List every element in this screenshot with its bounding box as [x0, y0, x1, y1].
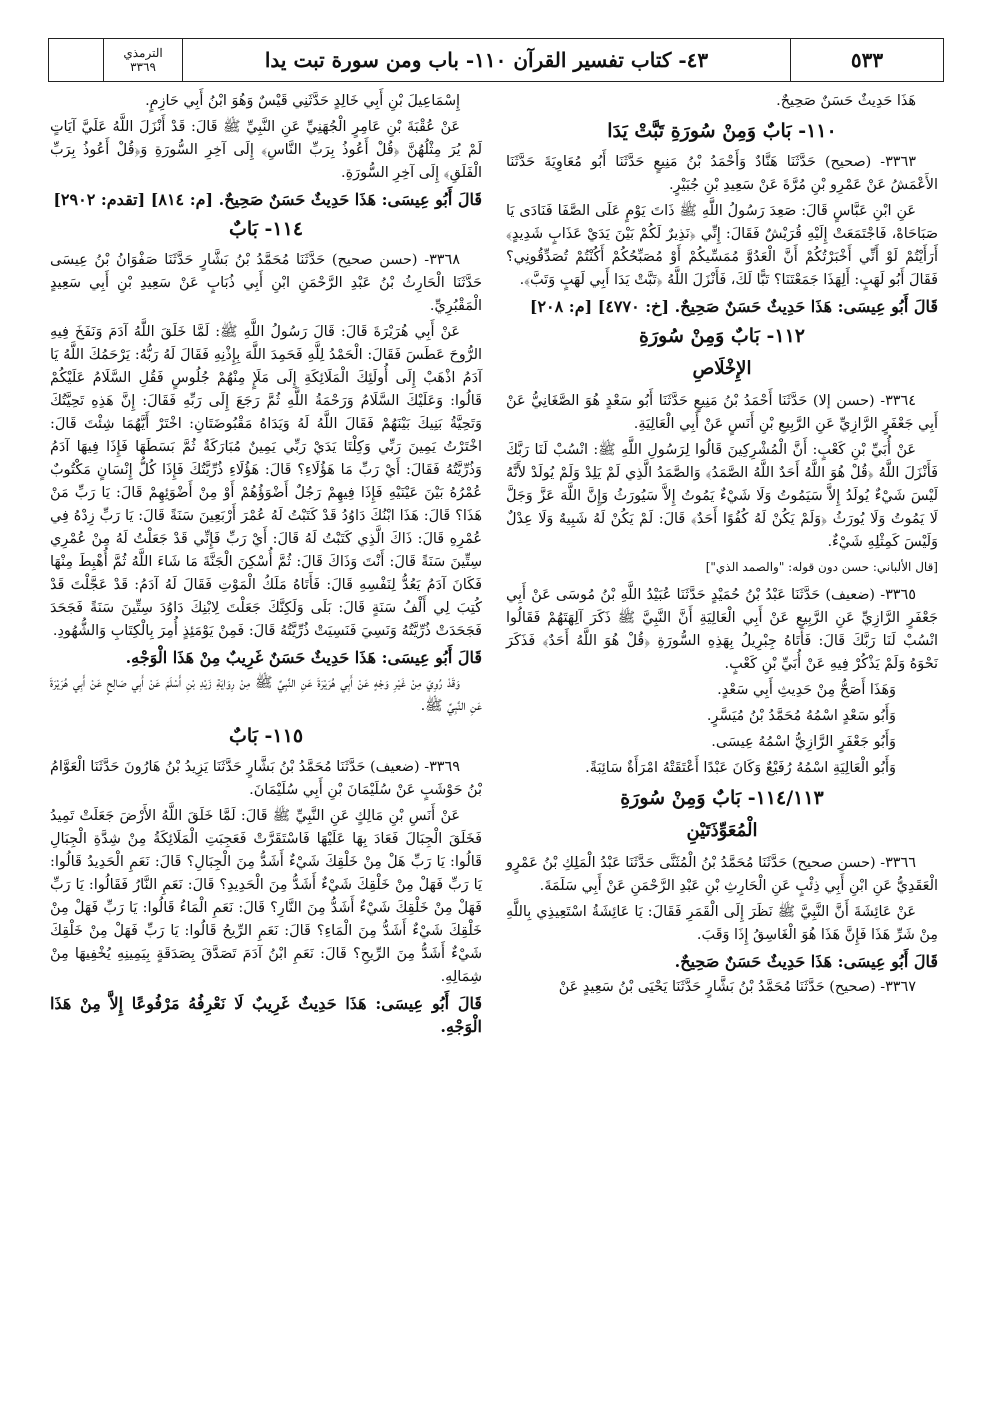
surah-name: الْمُعَوِّذَتَيْنِ	[686, 820, 758, 841]
grading-statement: قَالَ أَبُو عِيسَى: هَذَا حَدِيثٌ حَسَنٌ صَحِيحٌ.	[674, 952, 938, 971]
right-column	[506, 90, 938, 1002]
section-heading: ١١٤- بَابٌ	[228, 218, 304, 240]
hadith-paragraph: ٣٣٦٩- (ضعيف) حَدَّثَنَا مُحَمَّدُ بْنُ بَشَّارٍ حَدَّثَنَا يَزِيدُ بْنُ هَارُونَ حَدَّثَنَا الْعَوَّامُ بْنُ حَوْشَبٍ عَنْ سُلَيْمَانَ بْنِ أَبِي سُلَيْمَانَ.	[50, 759, 482, 798]
narrator-note: وَأَبُو الْعَالِيَةِ اسْمُهُ رُفَيْعٌ وَكَانَ عَبْدًا أَعْتَقَتْهُ امْرَأَةٌ سَائِبَةً.	[585, 760, 896, 776]
hadith-paragraph: ٣٣٦٧- (صحيح) حَدَّثَنَا مُحَمَّدُ بْنُ بَشَّارٍ حَدَّثَنَا يَحْيَى بْنُ سَعِيدٍ عَنْ	[558, 979, 916, 995]
surah-name: الإِخْلَاصِ	[692, 358, 752, 379]
page-number: ٥٣٣	[790, 39, 943, 81]
hadith-paragraph: إِسْمَاعِيلَ بْنِ أَبِي خَالِدٍ حَدَّثَنِي قَيْسٌ وَهُوَ ابْنُ أَبِي حَازِمٍ.	[145, 93, 460, 109]
running-header	[48, 38, 944, 82]
hadith-paragraph: عَنْ أَنَسِ بْنِ مَالِكٍ عَنِ النَّبِيِّ ﷺ قَالَ: لَمَّا خَلَقَ اللَّهُ الأَرْضَ جَعَلَتْ تَمِيدُ فَخَلَقَ الْجِبَالَ فَعَادَ بِهَا عَلَيْهَا فَاسْتَقَرَّتْ فَعَجِبَتِ الْمَلَائِكَةُ مِنْ شِدَّةِ الْجِبَالِ قَالُوا: يَا رَبِّ هَلْ مِنْ خَلْقِكَ شَيْءٌ أَشَدُّ مِنَ الْجِبَالِ؟ قَالَ: نَعَمِ الْحَدِيدُ قَالُوا: يَا رَبِّ فَهَلْ مِنْ خَلْقِكَ شَيْءٌ أَشَدُّ مِنَ الْحَدِيدِ؟ قَالَ: نَعَمِ النَّارُ فَقَالُوا: يَا رَبِّ فَهَلْ مِنْ خَلْقِكَ شَيْءٌ أَشَدُّ مِنَ النَّارِ؟ قَالَ: نَعَمِ الْمَاءُ قَالُوا: يَا رَبِّ فَهَلْ مِنْ خَلْقِكَ شَيْءٌ أَشَدُّ مِنَ الْمَاءِ؟ قَالَ: نَعَمِ الرِّيحُ قَالُوا: يَا رَبِّ فَهَلْ مِنْ خَلْقِكَ شَيْءٌ أَشَدُّ مِنَ الرِّيحِ؟ قَالَ: نَعَمِ ابْنُ آدَمَ تَصَدَّقَ بِصَدَقَةٍ بِيَمِينِهِ يُخْفِيهَا مِنْ شِمَالِهِ.	[50, 808, 482, 985]
hadith-paragraph: ٣٣٦٤- (حسن إلا) حَدَّثَنَا أَحْمَدُ بْنُ مَنِيعٍ حَدَّثَنَا أَبُو سَعْدٍ هُوَ الصَّغَانِيُّ عَنْ أَبِي جَعْفَرٍ الرَّازِيِّ عَنِ الرَّبِيعِ بْنِ أَنَسٍ عَنْ أَبِي الْعَالِيَةِ.	[506, 393, 938, 432]
narrator-note: وَهَذَا أَصَحُّ مِنْ حَدِيثِ أَبِي سَعْدٍ.	[717, 682, 896, 698]
hadith-paragraph: عَنْ أُبَيِّ بْنِ كَعْبٍ: أَنَّ الْمُشْرِكِينَ قَالُوا لِرَسُولِ اللَّهِ ﷺ: انْسُبْ لَنَا رَبَّكَ فَأَنْزَلَ اللَّهُ ﴿قُلْ هُوَ اللَّهُ أَحَدٌ اللَّهُ الصَّمَدُ﴾ وَالصَّمَدُ الَّذِي لَمْ يَلِدْ وَلَمْ يُولَدْ لأَنَّهُ لَيْسَ شَيْءٌ يُولَدُ إِلاَّ سَيَمُوتُ وَلَا شَيْءٌ يَمُوتُ إِلاَّ سَيُورَثُ وَإِنَّ اللَّهَ عَزَّ وَجَلَّ لَا يَمُوتُ وَلَا يُورَثُ ﴿وَلَمْ يَكُنْ لَهُ كُفُوًا أَحَدٌ﴾ قَالَ: لَمْ يَكُنْ لَهُ شَبِيهٌ وَلَا عِدْلٌ وَلَيْسَ كَمِثْلِهِ شَيْءٌ.	[506, 442, 938, 550]
hadith-paragraph: ٣٣٦٦- (حسن صحيح) حَدَّثَنَا مُحَمَّدُ بْنُ الْمُثَنَّى حَدَّثَنَا عَبْدُ الْمَلِكِ بْنُ عَمْرٍو الْعَقَدِيُّ عَنِ ابْنِ أَبِي ذِئْبٍ عَنِ الْحَارِثِ بْنِ عَبْدِ الرَّحْمَنِ عَنْ أَبِي سَلَمَةَ.	[506, 855, 938, 894]
hadith-paragraph: عَنْ عَائِشَةَ أَنَّ النَّبِيَّ ﷺ نَظَرَ إِلَى الْقَمَرِ فَقَالَ: يَا عَائِشَةُ اسْتَعِيذِي بِاللَّهِ مِنْ شَرِّ هَذَا فَإِنَّ هَذَا هُوَ الْغَاسِقُ إِذَا وَقَبَ.	[506, 904, 938, 943]
hadith-paragraph: هَذَا حَدِيثٌ حَسَنٌ صَحِيحٌ.	[776, 93, 916, 109]
hadith-paragraph: وَقَدْ رُوِيَ مِنْ غَيْرِ وَجْهٍ عَنْ أَبِي هُرَيْرَةَ عَنِ النَّبِيِّ ﷺ مِنْ رِوَايَةِ زَيْدِ بْنِ أَسْلَمَ عَنْ أَبِي صَالِحٍ عَنْ أَبِي هُرَيْرَةَ عَنِ النَّبِيِّ ﷺ.	[50, 675, 482, 714]
source-reference	[103, 39, 182, 81]
hadith-paragraph: عَنْ عُقْبَةَ بْنِ عَامِرٍ الْجُهَنِيِّ عَنِ النَّبِيِّ ﷺ قَالَ: قَدْ أَنْزَلَ اللَّهُ عَلَيَّ آيَاتٍ لَمْ يُرَ مِثْلُهُنَّ ﴿قُلْ أَعُوذُ بِرَبِّ النَّاسِ﴾ إِلَى آخِرِ السُّورَةِ وَ﴿قُلْ أَعُوذُ بِرَبِّ الْفَلَقِ﴾ إِلَى آخِرِ السُّورَةِ.	[50, 119, 482, 181]
hadith-paragraph: ٣٣٦٨- (حسن صحيح) حَدَّثَنَا مُحَمَّدُ بْنُ بَشَّارٍ حَدَّثَنَا صَفْوَانُ بْنُ عِيسَى حَدَّثَنَا الْحَارِثُ بْنُ عَبْدِ الرَّحْمَنِ ابْنِ أَبِي ذُبَابٍ عَنْ سَعِيدِ بْنِ أَبِي سَعِيدٍ الْمَقْبُرِيِّ.	[50, 252, 482, 314]
header-empty-cell	[49, 39, 103, 81]
section-heading: ١١٥- بَابٌ	[228, 725, 304, 747]
narrator-note: وَأَبُو سَعْدٍ اسْمُهُ مُحَمَّدُ بْنُ مُيَسَّرٍ.	[706, 708, 896, 724]
section-heading: ١١٢- بَابٌ وَمِنْ سُورَةِ	[639, 325, 805, 347]
grading-statement: قَالَ أَبُو عِيسَى: هَذَا حَدِيثٌ حَسَنٌ صَحِيحٌ. [م: ٨١٤] [تقدم: ٢٩٠٢]	[53, 190, 482, 209]
left-column	[50, 90, 482, 1041]
hadith-paragraph: عَنِ ابْنِ عَبَّاسٍ قَالَ: صَعِدَ رَسُولُ اللَّهِ ﷺ ذَاتَ يَوْمٍ عَلَى الصَّفَا فَنَادَى يَا صَبَاحَاهْ، فَاجْتَمَعَتْ إِلَيْهِ قُرَيْشٌ فَقَالَ: إِنِّي ﴿نَذِيرٌ لَكُمْ بَيْنَ يَدَيْ عَذَابٍ شَدِيدٍ﴾ أَرَأَيْتُمْ لَوْ أَنِّي أَخْبَرْتُكُمْ أَنَّ الْعَدُوَّ مُمَسِّيكُمْ أَوْ مُصَبِّحُكُمْ أَكُنْتُمْ تُصَدِّقُونِي؟ فَقَالَ أَبُو لَهَبٍ: أَلِهَذَا جَمَعْتَنَا؟ تَبًّا لَكَ، فَأَنْزَلَ اللَّهُ ﴿تَبَّتْ يَدَا أَبِي لَهَبٍ وَتَبَّ﴾.	[506, 203, 938, 288]
running-title: ٤٣- كتاب تفسير القرآن ١١٠- باب ومن سورة تبت يدا	[182, 39, 790, 81]
grading-statement: قَالَ أَبُو عِيسَى: هَذَا حَدِيثٌ حَسَنٌ غَرِيبٌ مِنْ هَذَا الْوَجْهِ.	[125, 648, 482, 667]
hadith-paragraph: ٣٣٦٣- (صحيح) حَدَّثَنَا هَنَّادٌ وَأَحْمَدُ بْنُ مَنِيعٍ حَدَّثَنَا أَبُو مُعَاوِيَةَ حَدَّثَنَا الأَعْمَشُ عَنْ عَمْرِو بْنِ مُرَّةَ عَنْ سَعِيدِ بْنِ جُبَيْرٍ.	[506, 154, 938, 193]
grading-statement: قَالَ أَبُو عِيسَى: هَذَا حَدِيثٌ حَسَنٌ صَحِيحٌ. [خ: ٤٧٧٠] [م: ٢٠٨]	[529, 297, 938, 316]
grading-statement: قَالَ أَبُو عِيسَى: هَذَا حَدِيثٌ غَرِيبٌ لَا نَعْرِفُهُ مَرْفُوعًا إِلاَّ مِنْ هَذَا الْوَجْهِ.	[50, 994, 482, 1036]
source-number: ٣٣٦٩	[130, 60, 156, 74]
section-heading: ١١٤/١١٣- بَابٌ وَمِنْ سُورَةِ	[620, 787, 824, 809]
section-heading: ١١٠- بَابٌ وَمِنْ سُورَةِ تَبَّتْ يَدَا	[607, 120, 837, 142]
hadith-paragraph: عَنْ أَبِي هُرَيْرَةَ قَالَ: قَالَ رَسُولُ اللَّهِ ﷺ: لَمَّا خَلَقَ اللَّهُ آدَمَ وَنَفَخَ فِيهِ الرُّوحَ عَطَسَ فَقَالَ: الْحَمْدُ لِلَّهِ فَحَمِدَ اللَّهَ بِإِذْنِهِ فَقَالَ لَهُ رَبُّهُ: يَرْحَمُكَ اللَّهُ يَا آدَمُ اذْهَبْ إِلَى أُولَئِكَ الْمَلَائِكَةِ إِلَى مَلَإٍ مِنْهُمْ جُلُوسٍ فَقُلِ السَّلَامُ عَلَيْكُمْ قَالُوا: وَعَلَيْكَ السَّلَامُ وَرَحْمَةُ اللَّهِ ثُمَّ رَجَعَ إِلَى رَبِّهِ فَقَالَ: إِنَّ هَذِهِ تَحِيَّتُكَ وَتَحِيَّةُ بَنِيكَ بَيْنَهُمْ فَقَالَ اللَّهُ لَهُ وَيَدَاهُ مَقْبُوضَتَانِ: اخْتَرْ أَيَّهُمَا شِئْتَ قَالَ: اخْتَرْتُ يَمِينَ رَبِّي وَكِلْتَا يَدَيْ رَبِّي يَمِينٌ مُبَارَكَةٌ ثُمَّ بَسَطَهَا فَإِذَا فِيهَا آدَمُ وَذُرِّيَّتُهُ فَقَالَ: أَيْ رَبِّ مَا هَؤُلَاءِ؟ قَالَ: هَؤُلَاءِ ذُرِّيَّتُكَ فَإِذَا كُلُّ إِنْسَانٍ مَكْتُوبٌ عُمْرُهُ بَيْنَ عَيْنَيْهِ فَإِذَا فِيهِمْ رَجُلٌ أَضْوَؤُهُمْ أَوْ مِنْ أَضْوَئِهِمْ قَالَ: يَا رَبِّ مَنْ هَذَا؟ قَالَ: هَذَا ابْنُكَ دَاوُدُ قَدْ كَتَبْتُ لَهُ عُمْرَ أَرْبَعِينَ سَنَةً قَالَ: يَا رَبِّ زِدْهُ فِي عُمْرِهِ قَالَ: ذَاكَ الَّذِي كَتَبْتُ لَهُ قَالَ: أَيْ رَبِّ فَإِنِّي قَدْ جَعَلْتُ لَهُ مِنْ عُمْرِي سِتِّينَ سَنَةً قَالَ: أَنْتَ وَذَاكَ قَالَ: ثُمَّ أُسْكِنَ الْجَنَّةَ مَا شَاءَ اللَّهُ ثُمَّ أُهْبِطَ مِنْهَا فَكَانَ آدَمُ يَعُدُّ لِنَفْسِهِ قَالَ: فَأَتَاهُ مَلَكُ الْمَوْتِ فَقَالَ لَهُ آدَمُ: قَدْ عَجَّلْتَ قَدْ كُتِبَ لِي أَلْفُ سَنَةٍ قَالَ: بَلَى وَلَكِنَّكَ جَعَلْتَ لِابْنِكَ دَاوُدَ سِتِّينَ سَنَةً فَجَحَدَ فَجَحَدَتْ ذُرِّيَّتُهُ وَنَسِيَ فَنَسِيَتْ ذُرِّيَّتُهُ قَالَ: فَمِنْ يَوْمَئِذٍ أُمِرَ بِالْكِتَابِ وَالشُّهُودِ.	[50, 324, 482, 639]
narrator-note: وَأَبُو جَعْفَرٍ الرَّازِيُّ اسْمُهُ عِيسَى.	[711, 734, 896, 750]
hadith-paragraph: ٣٣٦٥- (ضعيف) حَدَّثَنَا عَبْدُ بْنُ حُمَيْدٍ حَدَّثَنَا عُبَيْدُ اللَّهِ بْنُ مُوسَى عَنْ أَبِي جَعْفَرٍ الرَّازِيِّ عَنِ الرَّبِيعِ عَنْ أَبِي الْعَالِيَةِ أَنَّ النَّبِيَّ ﷺ ذَكَرَ آلِهَتَهُمْ فَقَالُوا انْسُبْ لَنَا رَبَّكَ قَالَ: فَأَتَاهُ جِبْرِيلُ بِهَذِهِ السُّورَةِ ﴿قُلْ هُوَ اللَّهُ أَحَدٌ﴾ فَذَكَرَ نَحْوَهُ وَلَمْ يَذْكُرْ فِيهِ عَنْ أُبَيِّ بْنِ كَعْبٍ.	[506, 587, 938, 672]
source-name: الترمذي	[123, 46, 163, 60]
albani-note: [قال الألباني: حسن دون قوله: "والصمد الذي"]	[705, 560, 938, 574]
